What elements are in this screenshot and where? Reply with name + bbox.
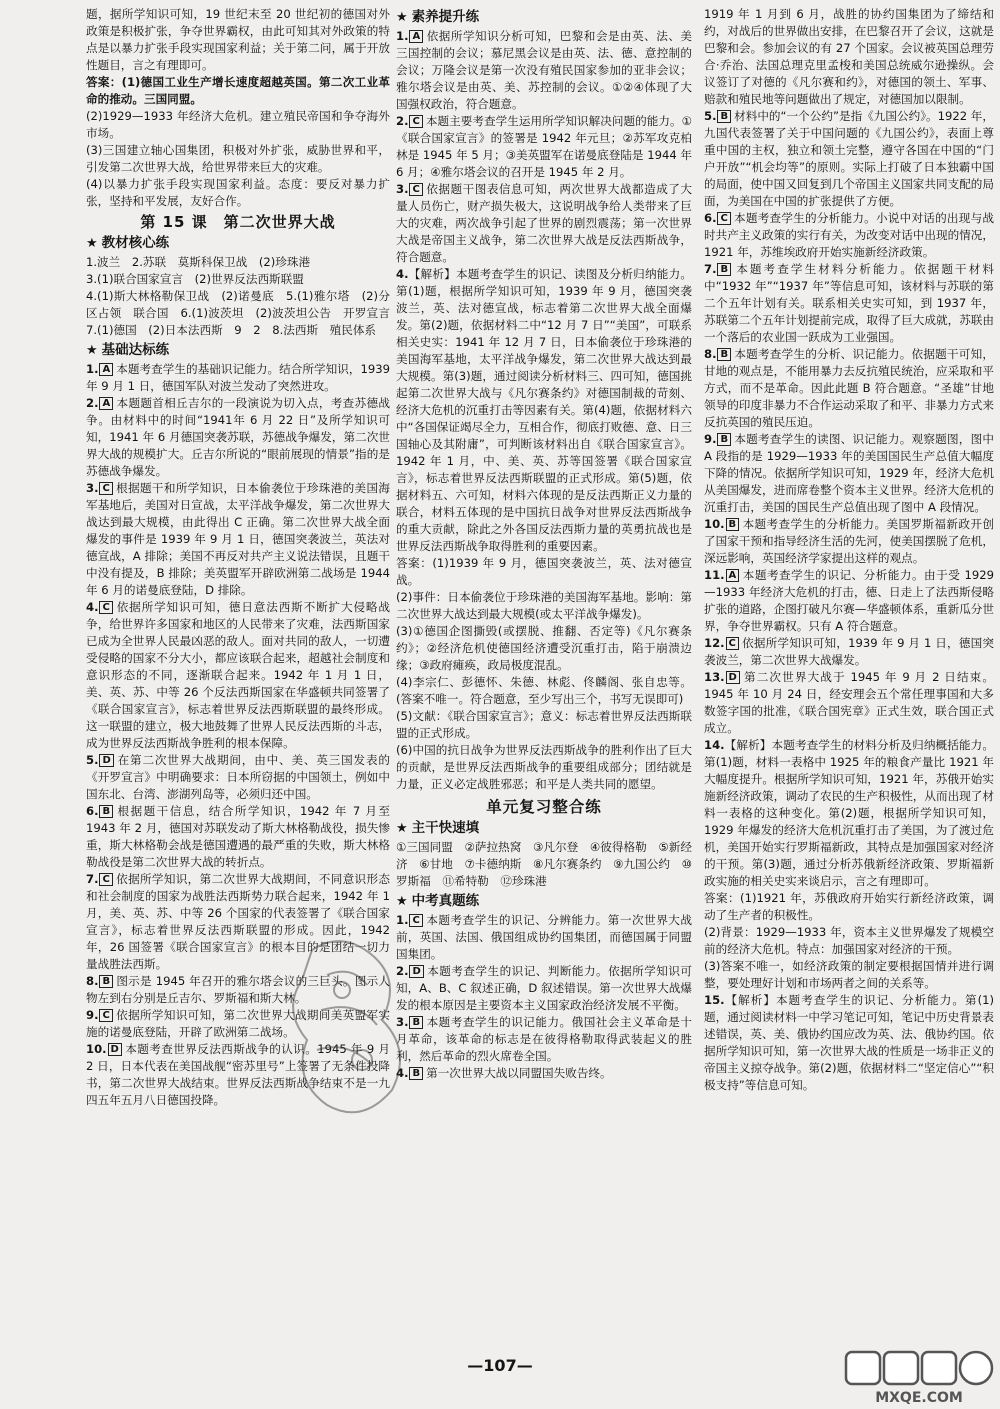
answer-letter-box: B (717, 263, 731, 276)
question-text: (6)中国的抗日战争为世界反法西斯战争的胜利作出了巨大的贡献，是世界反法西斯战争的重要组成部分；团结就是力量，正义必定战胜邪恶；和平是人类共同的愿望。 (396, 743, 692, 791)
core-line: 4.(1)斯大林格勒保卫战 (2)诺曼底 5.(1)雅尔塔 (2)分区占领 联合国 6.(1)波茨坦 (2)波茨坦公告 开罗宣言 7.(1)德国 (2)日本法西斯 9 2 8.法西斯 殖民体系 (86, 289, 390, 337)
paragraph: (4)以暴力扩张手段实现国家利益。态度：要反对暴力扩张，坚持和平发展，友好合作。 (86, 177, 390, 208)
question-text: 根据题干信息，结合所学知识，1942 年 7 月至 1943 年 2 月，德国对苏联发动了斯大林格勒战役，损失惨重，斯大林格勒会战是德国遭遇的最严重的失败，斯大林格勒战役是第二次世界大战的转折点。 (86, 804, 390, 869)
question-item (86, 752, 390, 803)
question-item (86, 803, 390, 871)
question-text: 在第二次世界大战期间，由中、美、英三国发表的《开罗宣言》中明确要求：日本所窃据的中国领土，例如中国东北、台湾、澎湖列岛等，必须归还中国。 (86, 753, 390, 801)
question-text: 本题考查世界反法西斯战争的认识。1945 年 9 月 2 日，日本代表在美国战舰“密苏里号”上签署了无条件投降书，第二次世界大战结束。世界反法西斯战争结束不是一九四五年五月八日德国投降。 (86, 1042, 390, 1107)
question-text: (2)事件：日本偷袭位于珍珠港的美国海军基地。影响：第二次世界大战达到最大规模(或太平洋战争爆发)。 (396, 590, 692, 621)
answer-letter-box: C (99, 482, 112, 495)
question-number: 5. (86, 753, 99, 767)
question-text: (3)答案不唯一，如经济政策的制定要根据国情并进行调整，要处理好计划和市场两者之间的关系等。 (704, 959, 994, 990)
question-item (396, 28, 692, 113)
answer-letter-box: D (99, 754, 113, 767)
question-number: 8. (704, 347, 717, 361)
paragraph: (3)三国建立轴心国集团，积极对外扩张，威胁世界和平，引发第二次世界大战，给世界带来巨大的灾难。 (86, 143, 390, 174)
answer-paragraph: 答案：(1)德国工业生产增长速度超越英国。第二次工业革命的推动。三国同盟。 (86, 75, 390, 106)
question-number: 4. (396, 267, 409, 281)
lesson-title: 第 15 课 第二次世界大战 (140, 213, 336, 231)
question-text: 答案：(1)1921 年，苏俄政府开始实行新经济政策，调动了生产者的积极性。 (704, 891, 994, 922)
answer-letter-box: B (99, 805, 113, 818)
question-item (86, 480, 390, 599)
section-heading-text: 素养提升练 (411, 9, 480, 25)
question-text: 图示是 1945 年召开的雅尔塔会议的三巨头。图示人物左到右分别是丘吉尔、罗斯福和斯大林。 (86, 974, 390, 1005)
star-icon: ★ (86, 343, 98, 358)
question-number: 10. (86, 1042, 107, 1056)
question-text: 本题考查学生的分析、识记能力。依据题干可知，甘地的观点是，不能用暴力去反抗殖民统治，应采取和平方式，而不是革命。因此此题 B 符合题意。“圣雄”甘地领导的印度非暴力不合作运动采取了和平、非暴力方式来反抗英国的殖民压迫。 (704, 347, 994, 429)
question-text: 根据题干和所学知识，日本偷袭位于珍珠港的美国海军基地后，美国对日宣战，太平洋战争爆发，第二次世界大战达到最大规模，由此得出 C 正确。第二次世界大战全面爆发的事件是 1939 年 9 月 1 日，德国突袭波兰，英法对德宣战，A 排除；美国不再反对共产主义说法错误，且题干中没有提及，B 排除；美英盟军开辟欧洲第二战场是 1944 年 6 月的诺曼底登陆，D 排除。 (86, 481, 390, 597)
question-item (704, 108, 994, 210)
question-number: 7. (704, 262, 717, 276)
column-right (704, 6, 994, 1351)
answer-letter-box: A (99, 397, 113, 410)
answer-letter-box: D (409, 965, 423, 978)
answer-letter-box: B (409, 1016, 423, 1029)
answer-letter-box: C (409, 115, 422, 128)
question-number: 2. (396, 964, 409, 978)
question-text: 本题考查学生的识记、分析能力。由于受 1929—1933 年经济大危机的打击，德、日走上了法西斯侵略扩张的道路，企图打破凡尔赛—华盛顿体系，重新瓜分世界，争夺世界霸权。只有 A 符合题意。 (704, 568, 994, 633)
answer-letter-box: B (717, 110, 731, 123)
star-icon: ★ (396, 894, 408, 909)
question-item (396, 674, 692, 708)
question-number: 12. (704, 636, 725, 650)
question-item (396, 266, 692, 555)
question-item (396, 181, 692, 266)
question-number: 4. (396, 1066, 409, 1080)
question-text: (3)①德国企图撕毁(或摆脱、推翻、否定等)《凡尔赛条约》；②经济危机使德国经济遭受沉重打击，陷于崩溃边缘；③政府瘫痪，政局极度混乱。 (396, 624, 692, 672)
question-item (704, 516, 994, 567)
question-number: 3. (396, 1015, 409, 1029)
answer-letter-box: A (409, 30, 423, 43)
question-item (86, 1007, 390, 1041)
question-number: 2. (86, 396, 99, 410)
answer-letter-box: B (99, 975, 113, 988)
question-number: 10. (704, 517, 725, 531)
question-number: 9. (86, 1008, 99, 1022)
question-number: 11. (704, 568, 725, 582)
question-number: 1. (396, 913, 409, 927)
question-item (704, 992, 994, 1094)
question-text: 答案：(1)1939 年 9 月，德国突袭波兰，英、法对德宣战。 (396, 556, 692, 587)
paragraph: 1919 年 1 月到 6 月，战胜的协约国集团为了缔结和约，对战后的世界做出安排，在巴黎召开了会议，这就是巴黎和会。参加会议的有 27 个国家。会议被英国总理劳合·乔治、法国总理克里孟梭和美国总统威尔逊操纵。会议签订了对德的《凡尔赛和约》，对德国的领土、军事、赔款和殖民地等问题做出了规定，对德国加以限制。 (704, 7, 994, 106)
answer-letter-box: B (409, 1067, 423, 1080)
section-heading (396, 893, 692, 910)
question-item (704, 431, 994, 516)
question-text: 依据所学知识可知，1939 年 9 月 1 日，德国突袭波兰，第二次世界大战爆发。 (704, 636, 994, 667)
question-number: 15. (704, 993, 725, 1007)
question-text: 本题考查学生的识记能力。俄国社会主义革命是十月革命，该革命的标志是在彼得格勒取得武装起义的胜利，然后革命的烈火席卷全国。 (396, 1015, 692, 1063)
column-middle (396, 6, 692, 1351)
answer-letter-box: B (717, 348, 731, 361)
question-text: 本题考查学生材料分析能力。依据题干材料中“1932 年”“1937 年”等信息可知，该材料与苏联的第二个五年计划有关。联系相关史实可知，到 1937 年，苏联第二个五年计划提前完成，取得了巨大成就，苏联由一个落后的农业国一跃成为工业强国。 (704, 262, 994, 344)
question-item (86, 599, 390, 752)
question-text: 【解析】本题考查学生的识记、分析能力。第(1)题，通过阅读材料一中学习笔记可知，笔记中历史背景表述错误，英、美、俄协约国应改为英、法、俄协约国。依据所学知识可知，第一次世界大战的性质是一场非正义的帝国主义掠夺战争。第(2)题，依据材料二“坚定信心”“积极支持”等信息可知。 (704, 993, 994, 1092)
answer-letter-box: B (717, 433, 731, 446)
question-number: 1. (396, 29, 409, 43)
question-item (396, 623, 692, 674)
question-text: 本题考查学生的分析能力。小说中对话的出现与战时共产主义政策的实行有关，为改变对话中出现的情况，1921 年，苏维埃政府开始实施新经济政策。 (704, 211, 994, 259)
question-number: 6. (704, 211, 717, 225)
question-number: 6. (86, 804, 99, 818)
question-item (86, 395, 390, 480)
question-text: 本题考查学生的读图、识记能力。观察题图，图中 A 段指的是 1929—1933 年的美国国民生产总值大幅度下降的情况。依据所学知识可知，1929 年，经济大危机从美国爆发，进而席卷整个资本主义世界。经济大危机的沉重打击，美国的国民生产总值出现了图中 A 段情况。 (704, 432, 994, 514)
question-item (704, 567, 994, 635)
question-text: 本题考查学生的识记、分辨能力。第一次世界大战前，英国、法国、俄国组成协约国集团，而德国属于同盟国集团。 (396, 913, 692, 961)
question-item (704, 635, 994, 669)
answer-letter-box: D (108, 1043, 122, 1056)
question-number: 3. (86, 481, 99, 495)
question-item (704, 924, 994, 958)
answer-letter-box: B (726, 518, 740, 531)
question-text: (5)文献：《联合国家宣言》；意义：标志着世界反法西斯联盟的正式形成。 (396, 709, 692, 740)
question-text: 第一次世界大战以同盟国失败告终。 (426, 1066, 612, 1080)
question-number: 5. (704, 109, 717, 123)
question-number: 13. (704, 670, 725, 684)
question-number: 8. (86, 974, 99, 988)
core-line: 3.(1)联合国家宣言 (2)世界反法西斯联盟 (86, 272, 304, 286)
question-item (704, 890, 994, 924)
question-item (396, 113, 692, 181)
section-heading-text: 基础达标练 (101, 342, 170, 358)
answer-letter-box: C (99, 873, 112, 886)
question-item (396, 963, 692, 1014)
question-text: 依据题干图表信息可知，两次世界大战都造成了大量人员伤亡，财产损失极大，这说明战争给人类带来了巨大的灾难，两次战争引起了世界的剧烈震荡；第一次世界大战是帝国主义战争，第二次世界大战是反法西斯战争，符合题意。 (396, 182, 692, 264)
section-heading (396, 820, 692, 837)
section-heading (396, 9, 692, 26)
question-text: 材料中的“一个公约”是指《九国公约》。1922 年，九国代表签署了关于中国问题的《九国公约》，表面上尊重中国的主权，独立和领土完整，遵守各国在中国的“门户开放”“机会均等”的原则。实际上打破了日本独霸中国的局面，使中国又回复到几个帝国主义国家共同支配的局面，为美国在中国的扩张提供了方便。 (704, 109, 994, 208)
question-list (396, 28, 692, 793)
paragraph: 题，据所学知识可知，19 世纪末至 20 世纪初的德国对外政策是积极扩张，争夺世界霸权，由此可知其对外政策的特点是以暴力扩张手段实现国家利益；关于第二问，属于开放性题目，言之有理即可。 (86, 7, 390, 72)
question-number: 1. (86, 362, 99, 376)
star-icon: ★ (396, 821, 408, 836)
question-text: 第二次世界大战于 1945 年 9 月 2 日结束。1945 年 10 月 24 日，经安理会五个常任理事国和大多数签字国的批准，《联合国宪章》正式生效，联合国正式成立。 (704, 670, 994, 735)
question-text: (2)背景：1929—1933 年，资本主义世界爆发了规模空前的经济大危机。特点：加强国家对经济的干预。 (704, 925, 994, 956)
question-item (396, 912, 692, 963)
question-number: 9. (704, 432, 717, 446)
question-item (86, 871, 390, 973)
quick-fill: ①三国同盟 ②萨拉热窝 ③凡尔登 ④彼得格勒 ⑤新经济 ⑥甘地 ⑦卡德纳斯 ⑧凡尔赛条约 ⑨九国公约 ⑩罗斯福 ⑪希特勒 ⑫珍珠港 (396, 840, 692, 888)
question-text: 本题考查学生的识记、判断能力。依据所学知识可知，A、B、C 叙述正确，D 叙述错误。第一次世界大战爆发的根本原因是主要资本主义国家政治经济发展不平衡。 (396, 964, 692, 1012)
question-item (396, 742, 692, 793)
answer-letter-box: C (717, 212, 730, 225)
answer-letter-box: C (409, 183, 422, 196)
question-item (704, 261, 994, 346)
core-line: 1.波兰 2.苏联 莫斯科保卫战 (2)珍珠港 (86, 255, 311, 269)
question-item (86, 361, 390, 395)
question-list (86, 361, 390, 1109)
section-heading-text: 中考真题练 (411, 893, 480, 909)
question-text: 本题主要考查学生运用所学知识解决问题的能力。①《联合国家宣言》的签署是 1942 年元旦；②苏军攻克柏林是 1945 年 5 月；③美英盟军在诺曼底登陆是 1944 年 6 月；④雅尔塔会议的召开是 1945 年 2 月。 (396, 114, 692, 179)
question-number: 2. (396, 114, 409, 128)
answer-letter-box: C (99, 601, 112, 614)
intro-block (86, 6, 390, 210)
question-list (396, 912, 692, 1082)
question-text: 【解析】本题考查学生的识记、读图及分析归纳能力。第(1)题，根据所学知识可知，1939 年 9 月，德国突袭波兰，英、法对德宣战，标志着第二次世界大战全面爆发。第(2)题，依据材料二中“12 月 7 日”“美国”，可联系相关史实：1941 年 12 月 7 日，日本偷袭位于珍珠港的美国海军基地，太平洋战争爆发，第二次世界大战达到最大规模。第(3)题，通过阅读分析材料三、四可知，德国挑起第二次世界大战与《凡尔赛条约》对德国制裁的苛刻、经济大危机的沉重打击等因素有关。第(4)题，依据材料六中“各国保证竭尽全力，互相合作，彻底打败德、意、日三国轴心及其附庸”，可判断该材料出自《联合国家宣言》。1942 年 1 月，中、美、英、苏等国签署《联合国家宣言》，标志着世界反法西斯联盟的正式形成。第(5)题，依据材料五、六可知，材料六体现的是反法西斯正义力量的联合，材料五体现的是中国抗日战争对世界反法西斯战争的重大贡献，除此之外各国反法西斯力量的英勇抗战也是世界反法西斯战争取得胜利的重要因素。 (396, 267, 692, 553)
question-text: 本题考查学生的基础识记能力。结合所学知识，1939 年 9 月 1 日，德国军队对波兰发动了突然进攻。 (86, 362, 390, 393)
question-text: 本题考查学生的分析能力。美国罗斯福新政开创了国家干预和指导经济生活的先河，使美国摆脱了危机，深远影响，英国经济学家提出这样的观点。 (704, 517, 994, 565)
answer-letter-box: C (726, 637, 739, 650)
star-icon: ★ (86, 236, 98, 251)
question-text: 【解析】本题考查学生的材料分析及归纳概括能力。第(1)题，材料一表格中 1925 年的粮食产量比 1921 年大幅度提升。根据所学知识可知，1921 年，苏俄开始实施新经济政策，调动了农民的生产积极性，从而出现了材料一表格的这种变化。第(2)题，根据所学知识可知，1929 年爆发的经济大危机沉重打击了美国，为了渡过危机，美国开始实行罗斯福新政，其特点是加强国家对经济的干预。第(3)题，通过分析苏俄新经济政策、罗斯福新政实施的相关史实来谈启示，言之有理即可。 (704, 738, 994, 888)
question-item (396, 708, 692, 742)
question-item (704, 210, 994, 261)
svg-text:MXQE.COM: MXQE.COM (875, 1390, 963, 1406)
question-text: 依据所学知识可知，第二次世界大战期间美英盟军实施的诺曼底登陆，开辟了欧洲第二战场。 (86, 1008, 390, 1039)
answer-letter-box: C (409, 914, 422, 927)
question-text: 本题题首相丘吉尔的一段演说为切入点，考查苏德战争。由材料中的时间“1941年 6 月 22 日”及所学知识可知，1941 年 6 月德国突袭苏联，苏德战争爆发，第二次世界大战的规模扩大。丘吉尔所说的“眼前展现的情景”指的是苏德战争爆发。 (86, 396, 390, 478)
question-number: 7. (86, 872, 99, 886)
page-number: —107— (467, 1356, 533, 1375)
question-item (86, 1041, 390, 1109)
question-item (396, 1014, 692, 1065)
paragraph: (2)1929—1933 年经济大危机。建立殖民帝国和争夺海外市场。 (86, 109, 390, 140)
answer-letter-box: A (99, 363, 113, 376)
answer-letter-box: D (726, 671, 740, 684)
question-number: 3. (396, 182, 409, 196)
answer-letter-box: A (726, 569, 740, 582)
question-item (704, 737, 994, 890)
question-item (396, 1065, 692, 1082)
question-text: 依据所学知识分析可知，巴黎和会是由英、法、美三国控制的会议；慕尼黑会议是由英、法、德、意控制的会议；万隆会议是第一次没有殖民国家参加的亚非会议；雅尔塔会议是由英、美、苏控制的会议。①②④体现了大国强权政治，符合题意。 (396, 29, 692, 111)
unit-title: 单元复习整合练 (486, 798, 602, 816)
answer-letter-box: C (99, 1009, 112, 1022)
question-item (704, 669, 994, 737)
section-heading (86, 342, 390, 359)
question-number: 14. (704, 738, 725, 752)
question-list (704, 108, 994, 1094)
question-text: (4)李宗仁、彭德怀、朱德、林彪、佟麟阁、张自忠等。(答案不唯一。符合题意，至少写出三个，书写无误即可) (396, 675, 692, 706)
question-text: 依据所学知识，第二次世界大战期间，不同意识形态和社会制度的国家为战胜法西斯势力联合起来，1942 年 1 月，美、英、苏、中等 26 个国家的代表签署了《联合国家宣言》，标志着世界反法西斯联盟的形成。因此，1942 年，26 国签署《联合国家宣言》的根本目的是团结一切力量战胜法西斯。 (86, 872, 390, 971)
question-item (704, 346, 994, 431)
section-heading-text: 教材核心练 (101, 235, 170, 251)
question-number: 4. (86, 600, 99, 614)
section-heading (86, 235, 390, 252)
question-text: 依据所学知识可知，德日意法西斯不断扩大侵略战争，给世界许多国家和地区的人民带来了灾难，法西斯国家已成为全世界人民最凶恶的敌人。面对共同的敌人，一切遭受侵略的国家不分大小，都应该联合起来，超越社会制度和意识形态的不同，逐渐联合起来。1942 年 1 月 1 日，美、英、苏、中等 26 个反法西斯国家在华盛顿共同签署了《联合国家宣言》，标志着世界反法西斯联盟的最终形成。这一联盟的建立，极大地鼓舞了世界人民反法西斯的斗志，成为世界反法西斯战争胜利的根本保障。 (86, 600, 390, 750)
question-item (86, 973, 390, 1007)
question-item (396, 555, 692, 589)
question-item (396, 589, 692, 623)
column-left (86, 6, 390, 1351)
question-item (704, 958, 994, 992)
star-icon: ★ (396, 10, 408, 25)
section-heading-text: 主干快速填 (411, 820, 480, 836)
